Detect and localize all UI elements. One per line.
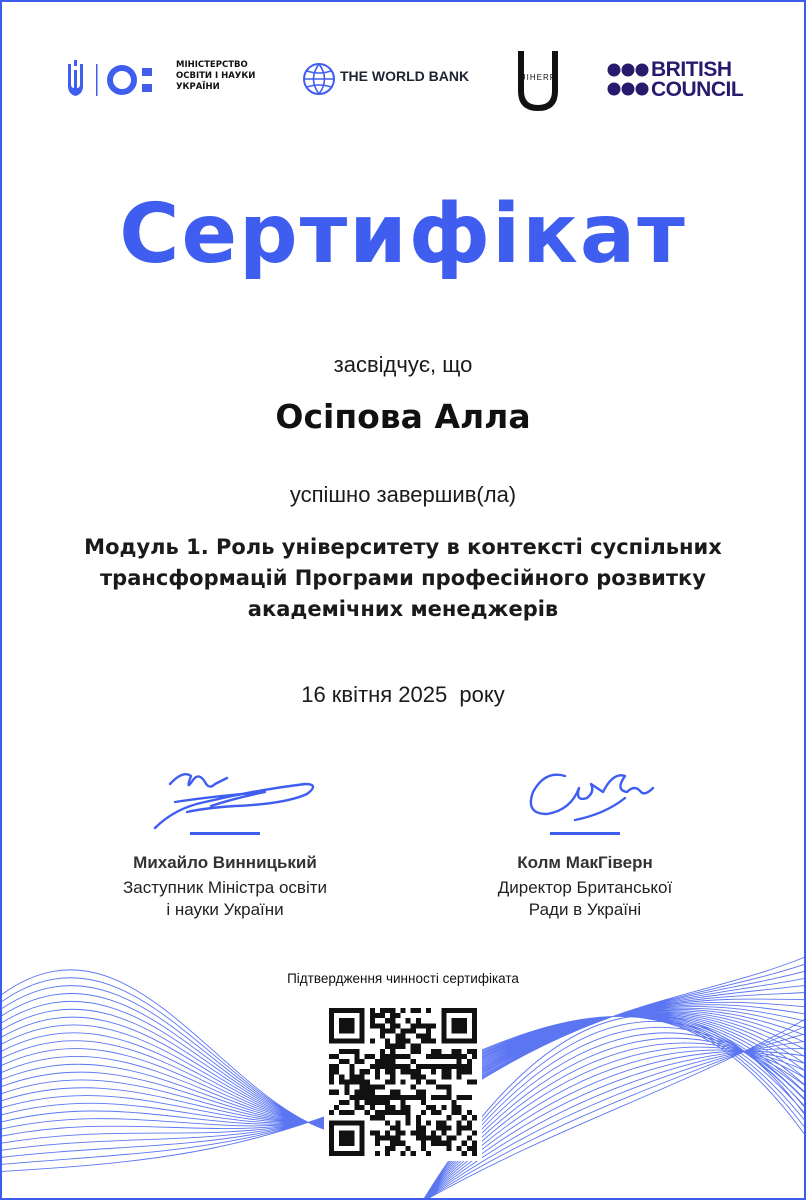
british-council-dots-icon	[607, 59, 649, 101]
certificate-title: Сертифікат	[119, 187, 687, 282]
partner-logos	[2, 2, 804, 122]
signature-line-left	[190, 832, 260, 835]
british-council-text: BRITISH COUNCIL	[651, 58, 744, 101]
world-bank-logo	[302, 62, 477, 100]
uiherp-logo	[510, 49, 566, 113]
recipient-name: Осіпова Алла	[275, 397, 531, 436]
qr-code-icon	[329, 1008, 477, 1156]
signature-line-right	[550, 832, 620, 835]
signatory-right	[435, 762, 735, 921]
signature-left-icon	[115, 762, 335, 832]
signatory-right-role: Директор Британської Ради в Україні	[497, 878, 673, 919]
verification-qr-code[interactable]	[324, 1003, 482, 1161]
trident-icon	[64, 58, 174, 104]
completion-date: 16 квітня 2025 року	[301, 682, 505, 707]
course-title: Модуль 1. Роль університету в контексті суспільних трансформацій Програми професійного розвитку академічних менеджерів	[84, 535, 722, 621]
british-council-logo	[607, 59, 757, 103]
signatory-left-role: Заступник Міністра освіти і науки України	[122, 878, 328, 919]
completed-text: успішно завершив(ла)	[289, 482, 517, 507]
globe-icon	[302, 62, 336, 96]
signature-right-icon	[475, 762, 695, 832]
uiherp-text: UIHERP	[519, 73, 557, 82]
ministry-logo-text: МІНІСТЕРСТВО ОСВІТИ І НАУКИ УКРАЇНИ	[176, 60, 256, 92]
signatory-left-name: Михайло Винницький	[133, 853, 317, 872]
signatory-right-name: Колм МакГіверн	[517, 853, 653, 872]
verification-label: Підтвердження чинності сертифіката	[287, 971, 519, 986]
ministry-logo	[64, 58, 264, 104]
qr-modules	[329, 1008, 477, 1156]
world-bank-text: THE WORLD BANK	[340, 68, 470, 84]
signatory-left	[75, 762, 375, 921]
certifies-text: засвідчує, що	[333, 352, 473, 377]
